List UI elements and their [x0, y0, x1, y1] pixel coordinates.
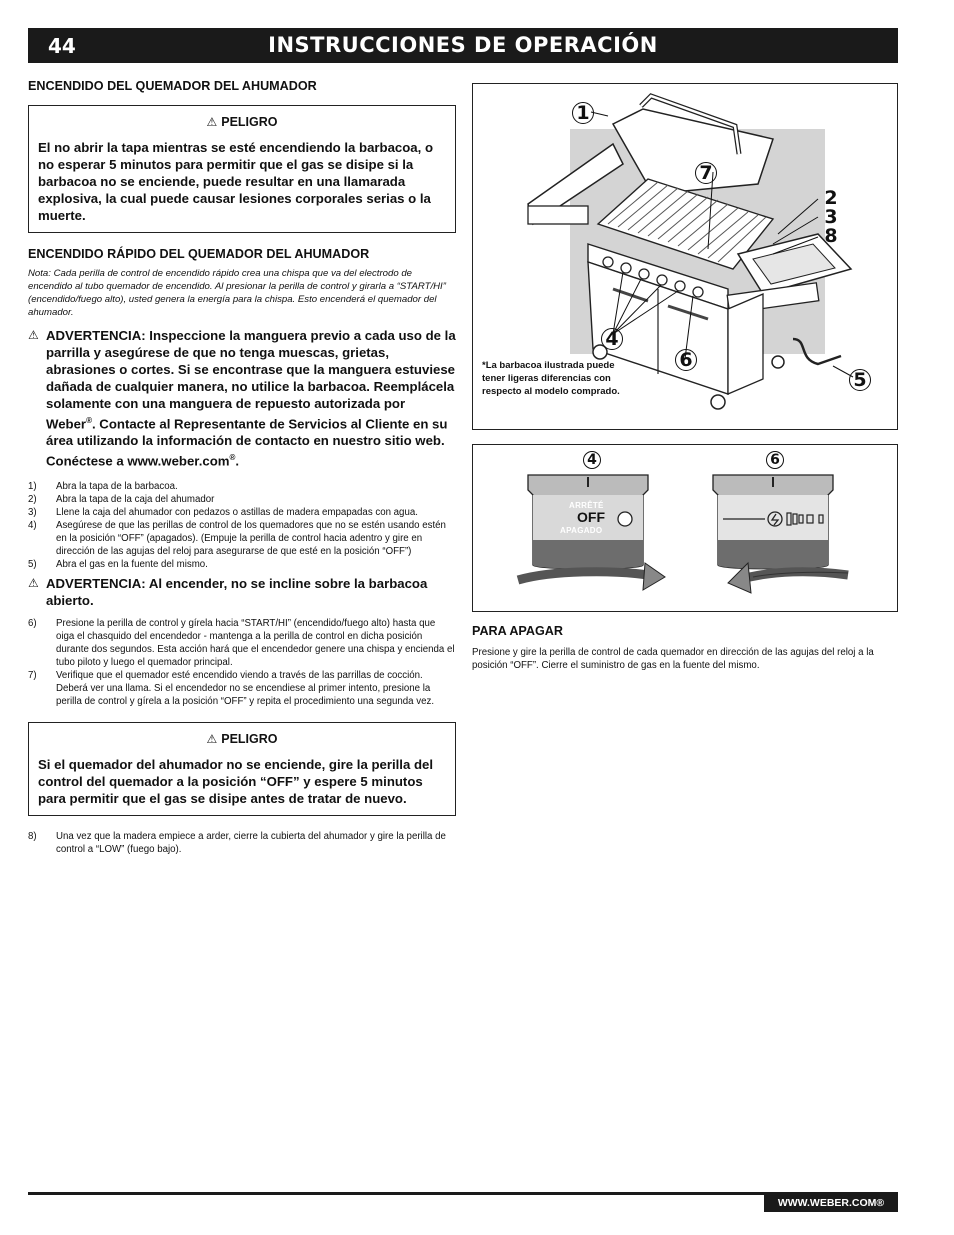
page-header	[28, 28, 898, 63]
list-item: 4) Asegúrese de que las perillas de control de los quemadores que no se estén usando estén en la posición “OFF” (apagados). (Empuje la perilla de control hacia adentro y gire en dirección de las agujas del reloj para asegurarse de que esté en la posición “OFF”)	[28, 519, 446, 557]
danger-box-2	[28, 722, 456, 816]
steps-list-b	[28, 617, 456, 708]
knob-label-arrete: ARRÊTÉ	[569, 501, 604, 510]
list-item: 1) Abra la tapa de la barbacoa.	[28, 480, 178, 492]
danger-heading: ⚠ PELIGRO	[206, 115, 278, 129]
danger-heading: ⚠ PELIGRO	[206, 731, 278, 746]
callout-7: 7	[695, 162, 717, 184]
list-item: 3) Llene la caja del ahumador con pedazos o astillas de madera empapadas con agua.	[28, 506, 418, 518]
left-column	[28, 79, 456, 856]
danger-text: Si el quemador del ahumador no se enciende, gire la perilla del control del quemador a la posición “OFF” y espere 5 minutos para permitir que el gas se disipe antes de tratar de nuevo.	[38, 756, 434, 806]
callout-8: 8	[824, 225, 838, 247]
footer-url: WWW.WEBER.COM®	[764, 1195, 898, 1212]
knob-label-off: OFF	[577, 509, 605, 525]
warning-lean: ⚠ ADVERTENCIA: Al encender, no se incline sobre la barbacoa abierto.	[28, 575, 428, 608]
warning-triangle-icon: ⚠	[28, 575, 39, 590]
list-item: 5) Abra el gas en la fuente del mismo.	[28, 558, 208, 570]
knob-label-apagado: APAGADO	[560, 526, 603, 535]
warning-triangle-icon: ⚠	[206, 115, 218, 129]
knob-callout-4: 4	[583, 451, 601, 469]
grill-figure	[472, 83, 898, 430]
list-item: 6) Presione la perilla de control y gírela hacia “START/HI” (encendido/fuego alto) hasta que oiga el chasquido del encendedor - mantenga a la perilla de control en dicha posición durante dos segundos. Esta acción hará que el encendedor genere una chispa y encienda el tubo piloto y luego el quemador principal.	[28, 617, 455, 668]
knob-figure	[472, 444, 898, 612]
figure-caption: *La barbacoa ilustrada puede tener ligeras diferencias con respecto al modelo comprado.	[482, 360, 620, 397]
section-heading-shutoff: PARA APAGAR	[472, 624, 563, 638]
steps-list-c	[28, 830, 456, 856]
danger-box-1	[28, 105, 456, 233]
knob-callout-6: 6	[766, 451, 784, 469]
section-heading-smoker-ignition: ENCENDIDO DEL QUEMADOR DEL AHUMADOR	[28, 79, 317, 93]
callout-4: 4	[601, 328, 623, 350]
list-item: 7) Verifique que el quemador esté encendido viendo a través de las parrillas de cocción. Deberá ver una llama. Si el encendedor no se encendiese al primer intento, presione la perilla de control y gírela a la posición “OFF” y repita el procedimiento una segunda vez.	[28, 669, 435, 707]
shutoff-text: Presione y gire la perilla de control de cada quemador en dirección de las agujas del reloj a la posición “OFF”. Cierre el suministro de gas en la fuente del mismo.	[472, 647, 874, 671]
warning-hose: ⚠ ADVERTENCIA: Inspeccione la manguera previo a cada uso de la parrilla y asegúrese de que no tenga muescas, grietas, abrasiones o cortes. Si se encontrase que la manguera estuviese dañada de cualquier manera, no utilice la barbacoa. Reemplácela solamente con una manguera de repuesto autorizada por Weber®. Contacte al Representante de Servicios al Cliente en su área utilizando la información de contacto en nuestro sitio web. Conéctese a www.weber.com®.	[28, 328, 456, 469]
callout-1: 1	[572, 102, 594, 124]
knob-illustration	[473, 445, 897, 611]
ignition-note: Nota: Cada perilla de control de encendido rápido crea una chispa que va del electrodo de encendido al tubo quemador de encendido. Al presionar la perilla de control y girarla a “START/HI” (encendido/fuego alto), usted genera la energía para la chispa. Esto encenderá el quemador del ahumador.	[28, 268, 446, 318]
callout-6: 6	[675, 349, 697, 371]
list-item: 2) Abra la tapa de la caja del ahumador	[28, 493, 215, 505]
danger-text: El no abrir la tapa mientras se esté encendiendo la barbacoa, o no esperar 5 minutos para permitir que el gas se disipe si la barbacoa no se enciende, puede resultar en una llamarada explosiva, la cual puede causar lesiones corporales serias o la muerte.	[38, 140, 434, 223]
warning-triangle-icon: ⚠	[206, 731, 218, 746]
list-item: 8) Una vez que la madera empiece a arder, cierre la cubierta del ahumador y gire la perilla de control a “LOW” (fuego bajo).	[28, 830, 446, 855]
page-title: INSTRUCCIONES DE OPERACIÓN	[268, 33, 658, 57]
callout-5: 5	[849, 369, 871, 391]
section-heading-quick-ignition: ENCENDIDO RÁPIDO DEL QUEMADOR DEL AHUMADOR	[28, 247, 370, 261]
callout-3: 3	[824, 206, 838, 228]
steps-list-a	[28, 480, 456, 571]
callout-2: 2	[824, 187, 838, 209]
page-number: 44	[48, 34, 76, 58]
warning-triangle-icon: ⚠	[28, 328, 39, 342]
